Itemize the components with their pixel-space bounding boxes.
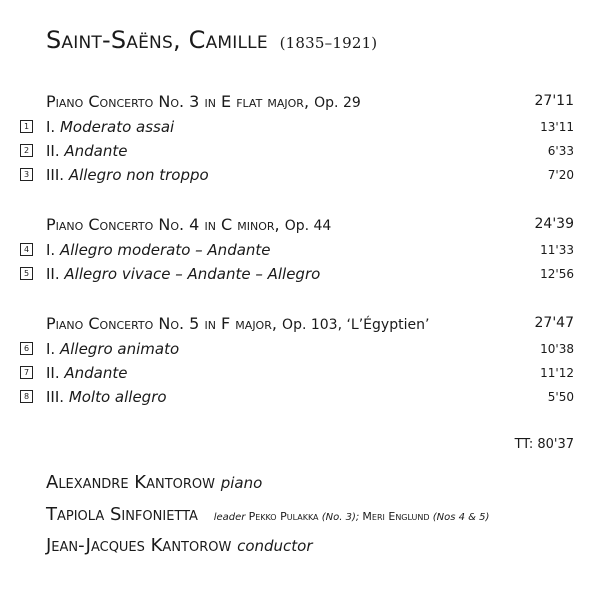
track-row — [20, 142, 574, 162]
work-duration: 27'11 — [534, 93, 574, 109]
track-number: 1 — [20, 120, 33, 133]
performer-name: Alexandre Kantorow — [46, 472, 215, 493]
orchestra-leader-credit — [214, 512, 490, 523]
performer-role: conductor — [237, 537, 313, 555]
performer-name: Jean-Jacques Kantorow — [46, 535, 232, 556]
leader-name: Pekko Pulakka — [248, 510, 319, 523]
work-opus: Op. 103, ‘L’Égyptien’ — [282, 317, 430, 333]
track-title: Allegro moderato – Andante — [59, 241, 271, 259]
track-title: Allegro non troppo — [68, 166, 209, 184]
leader-note: (No. 3); — [321, 512, 360, 523]
work-heading — [46, 314, 574, 336]
work-opus: Op. 44 — [284, 218, 332, 234]
track-title: Allegro vivace – Andante – Allegro — [64, 265, 321, 283]
track-number: 4 — [20, 243, 33, 256]
track-title: Andante — [64, 142, 128, 160]
work-duration: 24'39 — [534, 216, 574, 232]
track-roman: I. — [46, 241, 60, 259]
performer-conductor — [46, 535, 313, 556]
track-number: 6 — [20, 342, 33, 355]
track-row — [20, 118, 574, 138]
work-heading — [46, 92, 574, 114]
leader-note: (Nos 4 & 5) — [432, 512, 490, 523]
composer-heading — [46, 26, 377, 54]
track-duration: 12'56 — [540, 267, 574, 281]
track-number: 3 — [20, 168, 33, 181]
track-number: 7 — [20, 366, 33, 379]
track-number: 2 — [20, 144, 33, 157]
work-title: Piano Concerto No. 4 in C minor, — [46, 215, 280, 234]
performer-orchestra — [46, 504, 489, 525]
composer-dates: (1835–1921) — [279, 34, 378, 52]
leader-name: Meri Englund — [362, 510, 430, 523]
track-duration: 6'33 — [547, 144, 574, 158]
track-duration: 7'20 — [547, 168, 574, 182]
track-row — [20, 241, 574, 261]
leader-label: leader — [213, 512, 246, 523]
work-heading — [46, 215, 574, 237]
track-duration: 11'12 — [540, 366, 574, 380]
composer-name: Saint-Saëns, Camille — [46, 26, 268, 54]
total-time: TT: 80'37 — [514, 437, 574, 452]
track-row — [20, 265, 574, 285]
track-row — [20, 388, 574, 408]
track-row — [20, 340, 574, 360]
work-duration: 27'47 — [534, 315, 574, 331]
track-roman: III. — [46, 166, 69, 184]
track-duration: 10'38 — [540, 342, 574, 356]
track-number: 8 — [20, 390, 33, 403]
track-roman: I. — [46, 340, 60, 358]
track-duration: 11'33 — [540, 243, 574, 257]
track-title: Allegro animato — [59, 340, 180, 358]
track-roman: II. — [46, 142, 65, 160]
track-roman: III. — [46, 388, 69, 406]
track-title: Andante — [64, 364, 128, 382]
performer-pianist — [46, 472, 262, 493]
track-duration: 13'11 — [540, 120, 574, 134]
work-title: Piano Concerto No. 3 in E flat major, — [46, 92, 310, 111]
work-title: Piano Concerto No. 5 in F major, — [46, 314, 277, 333]
track-row — [20, 166, 574, 186]
track-number: 5 — [20, 267, 33, 280]
track-title: Molto allegro — [68, 388, 167, 406]
track-duration: 5'50 — [547, 390, 574, 404]
performer-name: Tapiola Sinfonietta — [46, 504, 198, 525]
work-opus: Op. 29 — [314, 95, 361, 111]
track-row — [20, 364, 574, 384]
track-roman: I. — [46, 118, 60, 136]
track-title: Moderato assai — [59, 118, 175, 136]
performer-role: piano — [220, 474, 263, 492]
track-roman: II. — [46, 265, 65, 283]
track-roman: II. — [46, 364, 65, 382]
